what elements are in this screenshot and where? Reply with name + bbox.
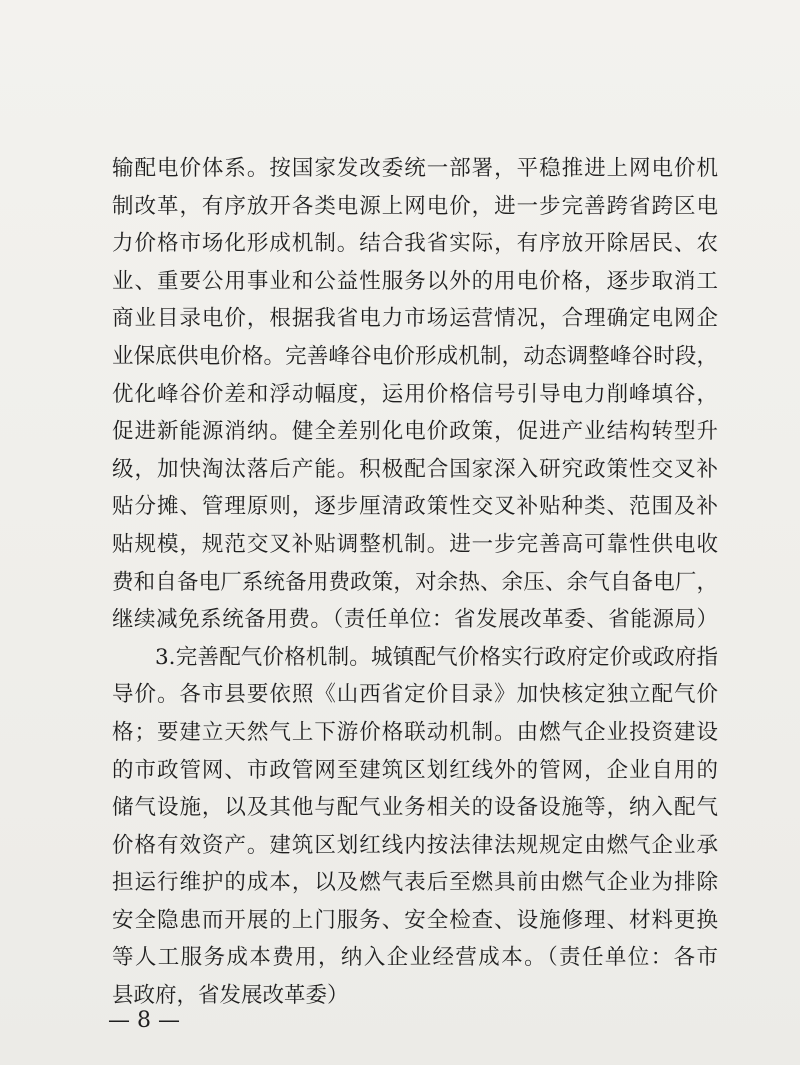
text-line: 优化峰谷价差和浮动幅度，运用价格信号引导电力削峰填谷， [112,381,718,407]
text-line: 储气设施，以及其他与配气业务相关的设备设施等，纳入配气 [112,795,718,821]
section-heading-line: 3.完善配气价格机制。城镇配气价格实行政府定价或政府指 [155,644,718,670]
text-line: 安全隐患而开展的上门服务、安全检查、设施修理、材料更换 [112,907,718,933]
text-line: 制改革，有序放开各类电源上网电价，进一步完善跨省跨区电 [112,193,718,219]
text-line: 费和自备电厂系统备用费政策，对余热、余压、余气自备电厂， [112,569,718,595]
text-line: 力价格市场化形成机制。结合我省实际，有序放开除居民、农 [112,231,718,257]
text-line: 等人工服务成本费用，纳入企业经营成本。（责任单位：各市 [112,945,718,971]
text-line: 促进新能源消纳。健全差别化电价政策，促进产业结构转型升 [112,419,718,445]
text-line: 导价。各市县要依照《山西省定价目录》加快核定独立配气价 [112,682,718,708]
text-line: 继续减免系统备用费。（责任单位：省发展改革委、省能源局） [112,607,718,633]
document-body [112,150,718,1015]
text-line: 担运行维护的成本，以及燃气表后至燃具前由燃气企业为排除 [112,870,718,896]
text-line: 格；要建立天然气上下游价格联动机制。由燃气企业投资建设 [112,719,718,745]
text-line: 业保底供电价格。完善峰谷电价形成机制，动态调整峰谷时段， [112,343,718,369]
text-line: 贴规模，规范交叉补贴调整机制。进一步完善高可靠性供电收 [112,531,718,557]
text-line: 的市政管网、市政管网至建筑区划红线外的管网，企业自用的 [112,757,718,783]
text-line: 商业目录电价，根据我省电力市场运营情况，合理确定电网企 [112,306,718,332]
text-line: 级，加快淘汰落后产能。积极配合国家深入研究政策性交叉补 [112,456,718,482]
text-line: 业、重要公用事业和公益性服务以外的用电价格，逐步取消工 [112,268,718,294]
text-line: 贴分摊、管理原则，逐步厘清政策性交叉补贴种类、范围及补 [112,494,718,520]
text-line: 价格有效资产。建筑区划红线内按法律法规规定由燃气企业承 [112,832,718,858]
text-line: 县政府，省发展改革委） [112,983,349,1009]
text-line: 输配电价体系。按国家发改委统一部署，平稳推进上网电价机 [112,156,718,181]
page-number: — 8 — [108,1008,180,1033]
